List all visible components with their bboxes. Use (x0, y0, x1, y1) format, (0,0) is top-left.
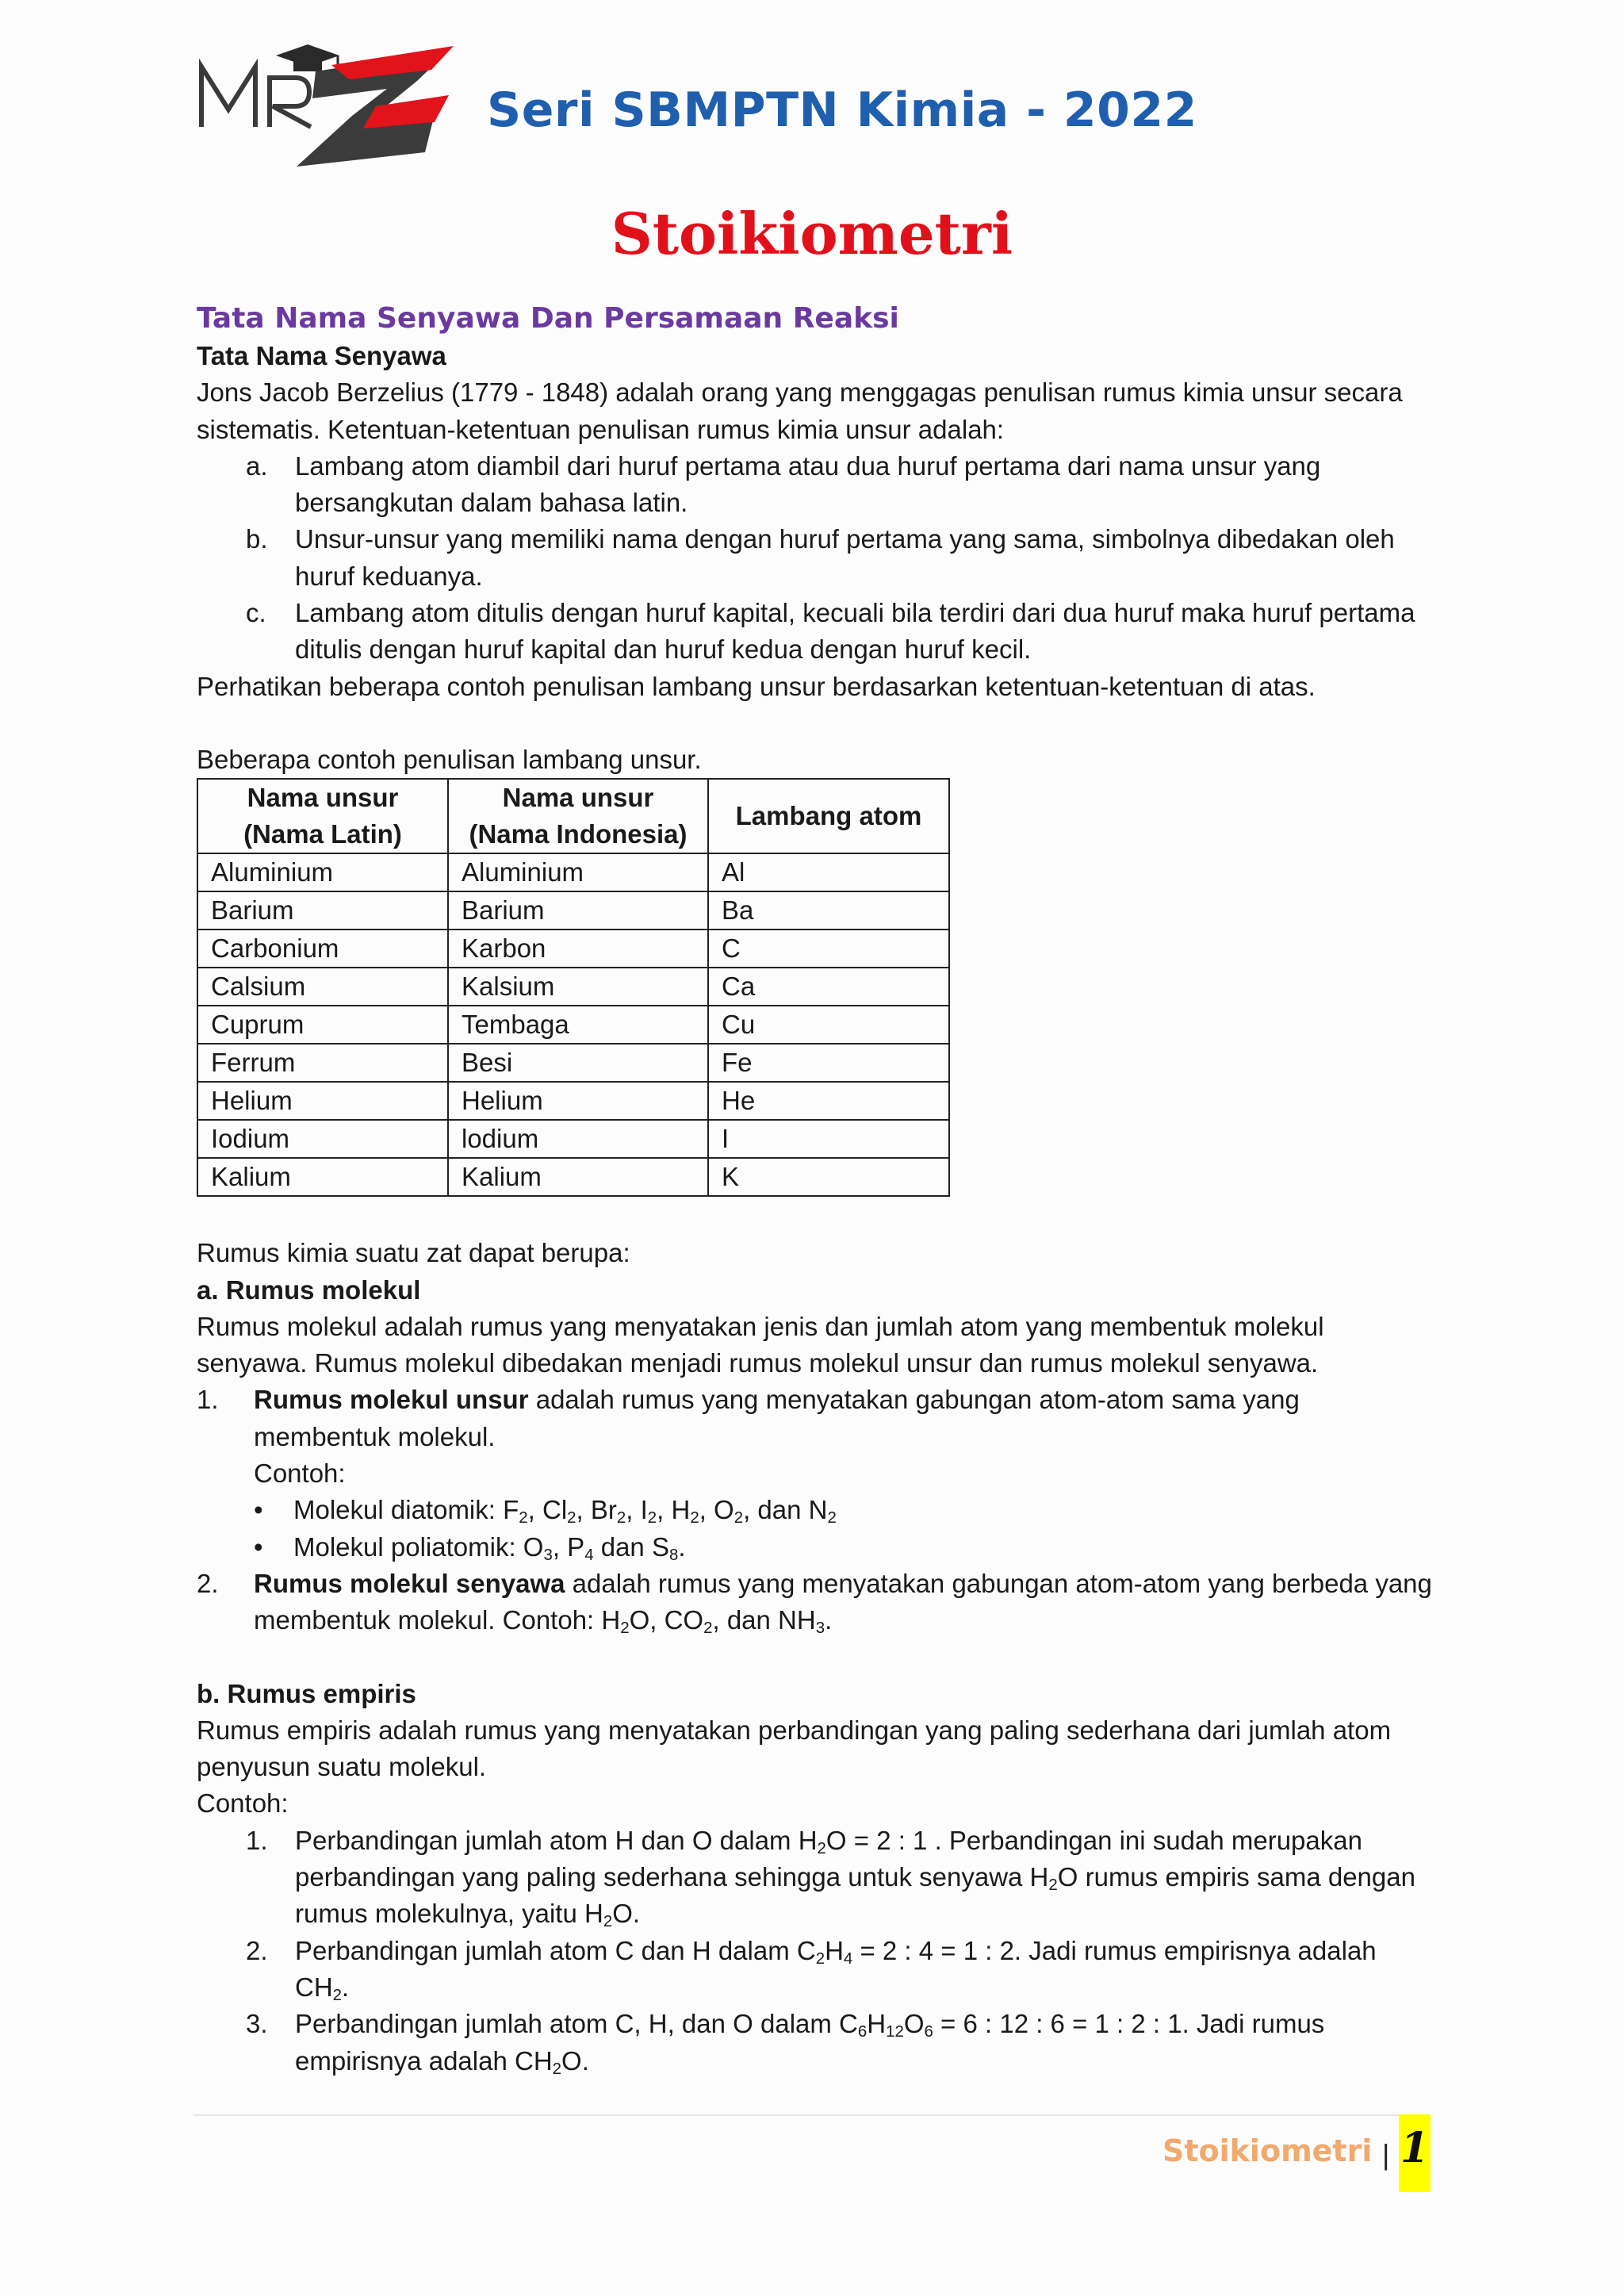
list-marker: 1. (246, 1825, 268, 1855)
cell-symbol: Ca (708, 968, 949, 1006)
bullet-label: Molekul diatomik: (293, 1495, 504, 1525)
term: Rumus molekul unsur (254, 1385, 529, 1415)
bullet-item (254, 1492, 1434, 1528)
table-row (197, 891, 949, 930)
bullet-list (254, 1492, 1434, 1566)
column-header-latin: Nama unsur (Nama Latin) (197, 779, 448, 853)
cell-latin-name: Kalium (197, 1158, 448, 1196)
molecular-paragraph: Rumus molekul adalah rumus yang menyatakan jenis dan jumlah atom yang membentuk molekul senyawa. Rumus molekul dibedakan menjadi rumus molekul unsur dan rumus molekul senyawa. (197, 1311, 1324, 1378)
formulas-intro: Rumus kimia suatu zat dapat berupa: (197, 1238, 630, 1268)
note-paragraph: Perhatikan beberapa contoh penulisan lambang unsur berdasarkan ketentuan-ketentuan di atas. (197, 671, 1316, 701)
formula-text: $F_2$, $Cl_2$, $Br_2$, $I_2$, $H_2$, $O_2$, dan $N_2$ (503, 1495, 837, 1527)
list-marker: 2. (197, 1568, 219, 1598)
bullet-icon: • (254, 1531, 263, 1562)
list-item-text: Lambang atom ditulis dengan huruf kapital, kecuali bila terdiri dari dua huruf maka huruf pertama ditulis dengan huruf kapital dan huruf kedua dengan huruf kecil. (295, 598, 1415, 665)
list-item (246, 1933, 1434, 2007)
list-item-text: Lambang atom diambil dari huruf pertama atau dua huruf pertama dari nama unsur yang bersangkutan dalam bahasa latin. (295, 450, 1321, 518)
table-caption: Beberapa contoh penulisan lambang unsur. (197, 744, 702, 774)
bullet-item (254, 1529, 1434, 1566)
table-row (197, 1120, 949, 1158)
table-row (197, 1044, 949, 1082)
cell-indonesian-name: Besi (448, 1044, 708, 1082)
cell-indonesian-name: lodium (448, 1120, 708, 1158)
subheading: Tata Nama Senyawa (197, 341, 446, 370)
list-item (246, 521, 1434, 595)
molecular-list (197, 1382, 1434, 1639)
list-item-text: adalah rumus yang menyatakan gabungan atom-atom sama yang membentuk molekul. (254, 1385, 1300, 1451)
list-marker: 3. (246, 2009, 268, 2039)
cell-indonesian-name: Helium (448, 1082, 708, 1120)
cell-indonesian-name: Aluminium (448, 853, 708, 891)
cell-symbol: Cu (708, 1006, 949, 1044)
list-item (246, 2006, 1434, 2079)
list-marker: c. (246, 598, 266, 628)
subsection-title-molecular: a. Rumus molekul (197, 1274, 421, 1305)
table-row (197, 1082, 949, 1120)
term: Rumus molekul senyawa (254, 1568, 565, 1598)
cell-latin-name: Aluminium (197, 853, 448, 891)
subsection-title-empirical: b. Rumus empiris (197, 1678, 416, 1708)
cell-indonesian-name: Karbon (448, 930, 708, 968)
cell-symbol: Fe (708, 1044, 949, 1082)
section-heading: Tata Nama Senyawa Dan Persamaan Reaksi (197, 302, 899, 335)
bullet-label: Molekul poliatomik: (293, 1531, 523, 1562)
cell-symbol: K (708, 1158, 949, 1196)
list-marker: b. (246, 524, 268, 554)
intro-paragraph: Jons Jacob Berzelius (1779 - 1848) adalah orang yang menggagas penulisan rumus kimia unsur secara sistematis. Ketentuan-ketentuan penulisan rumus kimia unsur adalah: (197, 378, 1403, 444)
list-item-text: Perbandingan jumlah atom C dan H dalam $C_2H_4 = 2$ : 4 = 1 : 2. Jadi rumus empirisnya adalah $CH_2$. (295, 1935, 1377, 2005)
table-row (197, 968, 949, 1006)
list-item-text: adalah rumus yang menyatakan gabungan atom-atom yang berbeda yang membentuk molekul. Contoh: $H_2O$, $CO_2$, dan $NH_3$. (254, 1568, 1432, 1638)
cell-latin-name: Barium (197, 891, 448, 930)
list-marker: 1. (197, 1385, 219, 1415)
table-row (197, 853, 949, 891)
empirical-paragraph: Rumus empiris adalah rumus yang menyatakan perbandingan yang paling sederhana dari jumlah atom penyusun suatu molekul. (197, 1715, 1392, 1782)
empirical-examples-list (246, 1823, 1434, 2079)
mrz-logo (197, 33, 458, 168)
footer-title: Stoikiometri (1162, 2133, 1373, 2168)
table-row (197, 1006, 949, 1044)
contoh-label: Contoh: (197, 1788, 289, 1819)
cell-latin-name: Iodium (197, 1120, 448, 1158)
element-symbols-table (197, 778, 950, 1197)
table-row (197, 1158, 949, 1196)
contoh-label: Contoh: (254, 1458, 346, 1489)
cell-latin-name: Ferrum (197, 1044, 448, 1082)
footer-divider (193, 2114, 1431, 2116)
list-item (246, 595, 1434, 669)
cell-symbol: He (708, 1082, 949, 1120)
column-header-indonesia: Nama unsur (Nama Indonesia) (448, 779, 708, 853)
cell-symbol: I (708, 1120, 949, 1158)
footer-separator: | (1382, 2138, 1390, 2171)
list-item-text: Unsur-unsur yang memiliki nama dengan huruf pertama yang sama, simbolnya dibedakan oleh huruf keduanya. (295, 524, 1395, 591)
list-item (197, 1382, 1434, 1492)
cell-latin-name: Helium (197, 1082, 448, 1120)
list-item (246, 1823, 1434, 1933)
list-marker: 2. (246, 1935, 268, 1965)
rules-list (246, 448, 1434, 669)
cell-latin-name: Cuprum (197, 1006, 448, 1044)
bullet-icon: • (254, 1495, 263, 1525)
cell-symbol: Ba (708, 891, 949, 930)
page-number: 1 (1399, 2114, 1431, 2192)
cell-latin-name: Calsium (197, 968, 448, 1006)
cell-indonesian-name: Kalium (448, 1158, 708, 1196)
list-item-text: Perbandingan jumlah atom H dan O dalam $H_2O = 2$ : 1 . Perbandingan ini sudah merupakan perbandingan yang paling sederhana sehingga untuk senyawa $H_2O$ rumus empiris sama dengan rumus molekulnya, yaitu $H_2O$. (295, 1825, 1415, 1931)
page-title: Stoikiometri (611, 200, 1013, 267)
cell-indonesian-name: Tembaga (448, 1006, 708, 1044)
formula-text: $O_3$, $P_4$ dan $S_8$. (523, 1531, 686, 1564)
table-header-row (197, 779, 949, 853)
cell-latin-name: Carbonium (197, 930, 448, 968)
cell-symbol: Al (708, 853, 949, 891)
list-item (246, 448, 1434, 522)
cell-indonesian-name: Kalsium (448, 968, 708, 1006)
list-marker: a. (246, 450, 268, 481)
document-content (197, 300, 1434, 2079)
series-title: Seri SBMPTN Kimia - 2022 (487, 82, 1197, 138)
column-header-symbol: Lambang atom (708, 779, 949, 853)
cell-indonesian-name: Barium (448, 891, 708, 930)
list-item-text: Perbandingan jumlah atom C, H, dan O dalam $C_6H_{12}O_6 = 6$ : 12 : 6 = 1 : 2 : 1. Jadi rumus empirisnya adalah $CH_2O$. (295, 2009, 1325, 2078)
table-row (197, 930, 949, 968)
cell-symbol: C (708, 930, 949, 968)
list-item (197, 1566, 1434, 1639)
